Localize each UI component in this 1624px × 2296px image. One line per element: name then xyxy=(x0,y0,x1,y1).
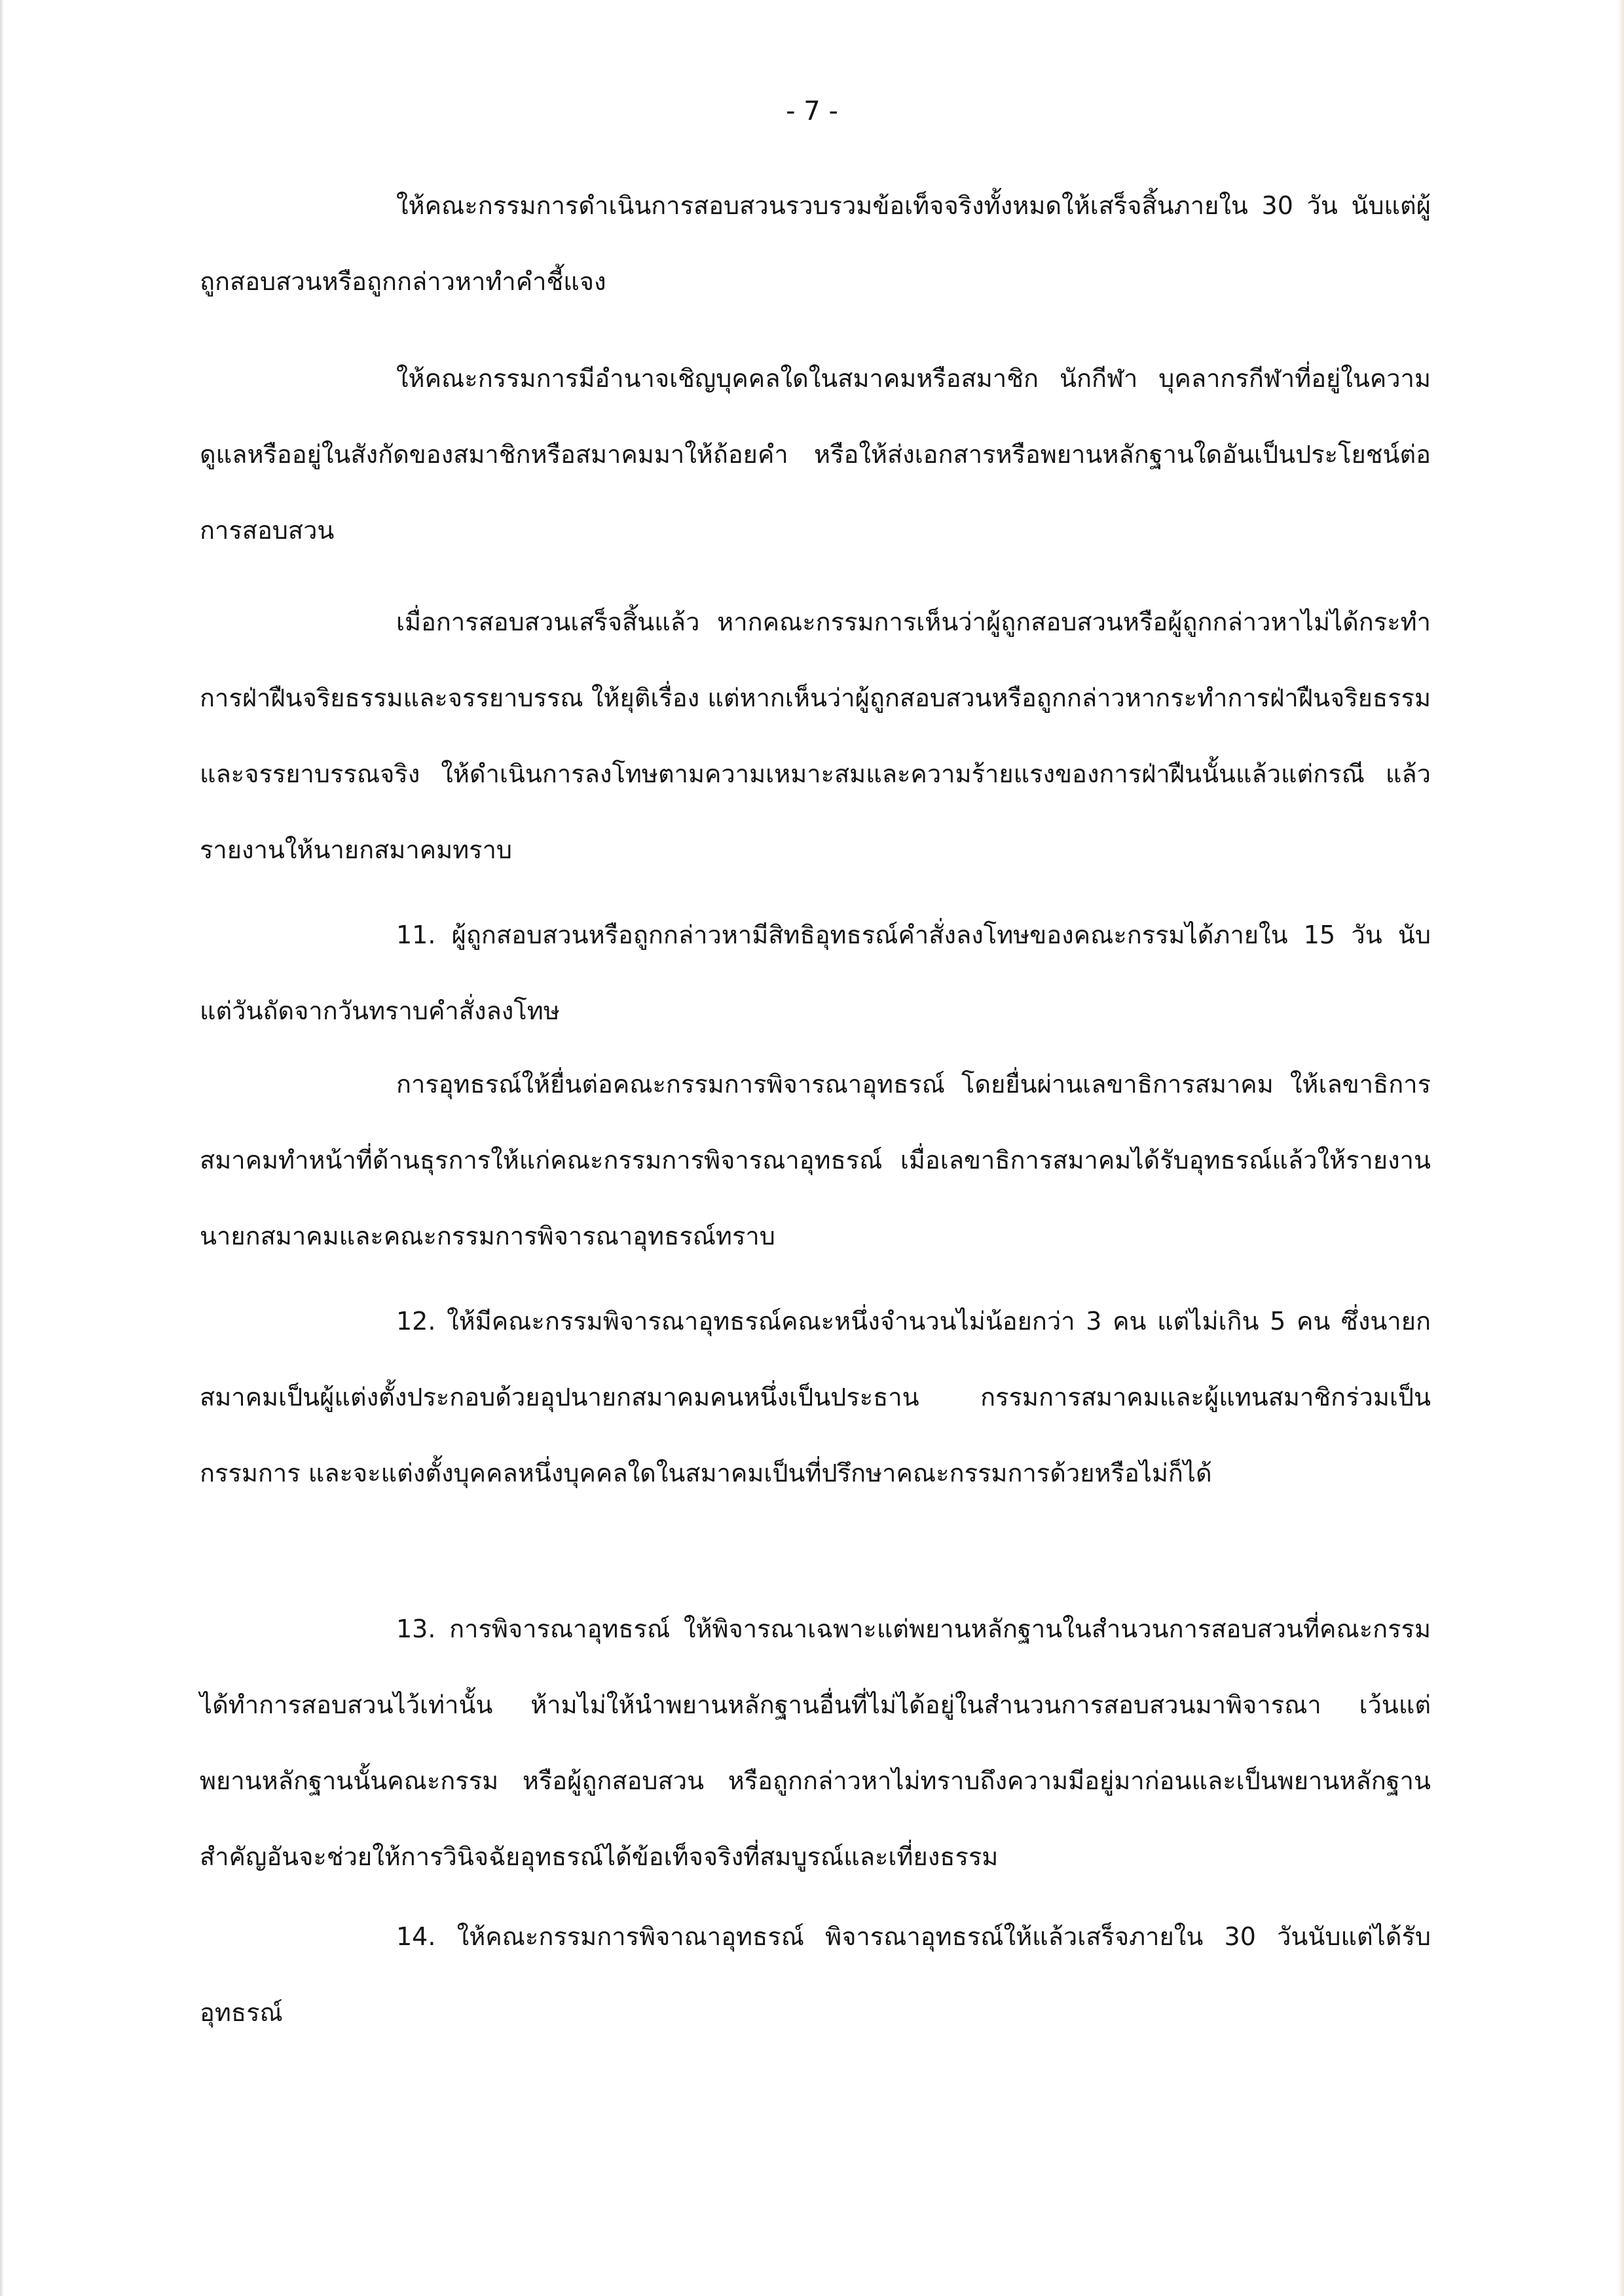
paragraph-clause-14: 14. ให้คณะกรรมการพิจาณาอุทธรณ์ พิจารณาอุทธรณ์ให้แล้วเสร็จภายใน 30 วันนับแต่ได้รับอุทธรณ์ xyxy=(200,1922,1431,2027)
paragraph-investigation-deadline: ให้คณะกรรมการดำเนินการสอบสวนรวบรวมข้อเท็จจริงทั้งหมดให้เสร็จสิ้นภายใน 30 วัน นับแต่ผู้ถูกสอบสวนหรือถูกกล่าวหาทำคำชี้แจง xyxy=(200,191,1431,296)
paragraph-appeal-submission: การอุทธรณ์ให้ยื่นต่อคณะกรรมการพิจารณาอุทธรณ์ โดยยื่นผ่านเลขาธิการสมาคม ให้เลขาธิการสมาคมทำหน้าที่ด้านธุรการให้แก่คณะกรรมการพิจารณาอุทธรณ์ เมื่อเลขาธิการสมาคมได้รับอุทธรณ์แล้วให้รายงานนายกสมาคมและคณะกรรมการพิจารณาอุทธรณ์ทราบ xyxy=(200,1070,1431,1250)
paragraph-clause-13: 13. การพิจารณาอุทธรณ์ ให้พิจารณาเฉพาะแต่พยานหลักฐานในสำนวนการสอบสวนที่คณะกรรมได้ทำการสอบสวนไว้เท่านั้น ห้ามไม่ให้นำพยานหลักฐานอื่นที่ไม่ได้อยู่ในสำนวนการสอบสวนมาพิจารณา เว้นแต่พยานหลักฐานนั้นคณะกรรม หรือผู้ถูกสอบสวน หรือถูกกล่าวหาไม่ทราบถึงความมีอยู่มาก่อนและเป็นพยานหลักฐานสำคัญอันจะช่วยให้การวินิจฉัยอุทธรณ์ได้ข้อเท็จจริงที่สมบูรณ์และเที่ยงธรรม xyxy=(200,1614,1431,1871)
scan-edge-left xyxy=(0,0,4,2296)
paragraph-clause-11: 11. ผู้ถูกสอบสวนหรือถูกกล่าวหามีสิทธิอุทธรณ์คำสั่งลงโทษของคณะกรรมได้ภายใน 15 วัน นับแต่วันถัดจากวันทราบคำสั่งลงโทษ xyxy=(200,920,1431,1025)
paragraph-summon-witnesses: ให้คณะกรรมการมีอำนาจเชิญบุคคลใดในสมาคมหรือสมาชิก นักกีฬา บุคลากรกีฬาที่อยู่ในความดูแลหรืออยู่ในสังกัดของสมาชิกหรือสมาคมมาให้ถ้อยคำ หรือให้ส่งเอกสารหรือพยานหลักฐานใดอันเป็นประโยชน์ต่อการสอบสวน xyxy=(200,364,1431,545)
scan-edge-right xyxy=(1617,0,1624,2296)
paragraph-clause-12: 12. ให้มีคณะกรรมพิจารณาอุทธรณ์คณะหนึ่งจำนวนไม่น้อยกว่า 3 คน แต่ไม่เกิน 5 คน ซึ่งนายกสมาคมเป็นผู้แต่งตั้งประกอบด้วยอุปนายกสมาคมคนหนึ่งเป็นประธาน กรรมการสมาคมและผู้แทนสมาชิกร่วมเป็นกรรมการ และจะแต่งตั้งบุคคลหนึ่งบุคคลใดในสมาคมเป็นที่ปรึกษาคณะกรรมการด้วยหรือไม่ก็ได้ xyxy=(200,1307,1431,1487)
page-number: - 7 - xyxy=(786,96,838,126)
paragraph-investigation-result: เมื่อการสอบสวนเสร็จสิ้นแล้ว หากคณะกรรมการเห็นว่าผู้ถูกสอบสวนหรือผู้ถูกกล่าวหาไม่ได้กระทำการฝ่าฝืนจริยธรรมและจรรยาบรรณ ให้ยุติเรื่อง แต่หากเห็นว่าผู้ถูกสอบสวนหรือถูกกล่าวหากระทำการฝ่าฝืนจริยธรรมและจรรยาบรรณจริง ให้ดำเนินการลงโทษตามความเหมาะสมและความร้ายแรงของการฝ่าฝืนนั้นแล้วแต่กรณี แล้วรายงานให้นายกสมาคมทราบ xyxy=(200,608,1431,864)
